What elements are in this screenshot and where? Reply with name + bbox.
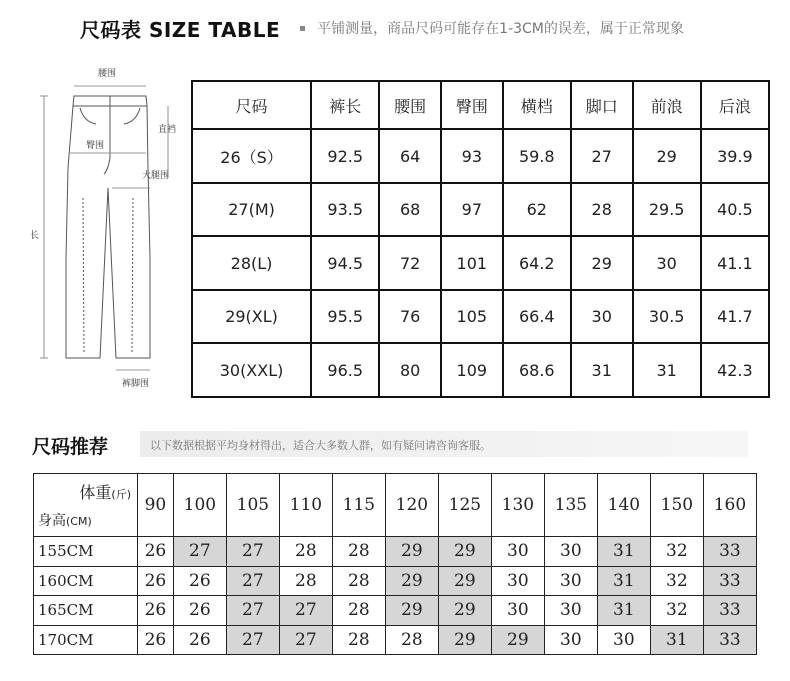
recommend-header-row xyxy=(34,474,757,537)
waist-label: 腰围 xyxy=(98,69,117,79)
weight-header-cell: 105 xyxy=(226,474,279,537)
size-value-cell: 68 xyxy=(379,183,441,237)
recommend-row xyxy=(34,625,757,655)
recommended-size-cell: 33 xyxy=(703,625,756,655)
size-value-cell: 97 xyxy=(441,183,503,237)
size-table xyxy=(191,80,770,398)
size-value-cell: 105 xyxy=(441,290,503,344)
page-title: 尺码表 SIZE TABLE xyxy=(80,17,281,42)
size-table-row xyxy=(192,290,769,344)
size-value-cell: 96.5 xyxy=(311,343,379,397)
recommended-size-cell: 33 xyxy=(703,596,756,626)
recommended-size-cell: 30 xyxy=(544,596,597,626)
size-table-row xyxy=(192,129,769,183)
size-table-header-cell: 横档 xyxy=(503,81,571,129)
recommend-row xyxy=(34,596,757,626)
recommended-size-cell: 29 xyxy=(385,596,438,626)
weight-unit: (斤) xyxy=(111,488,131,501)
size-value-cell: 64.2 xyxy=(503,236,571,290)
recommended-size-cell: 28 xyxy=(332,596,385,626)
recommend-table xyxy=(33,473,757,655)
size-table-header-cell: 裤长 xyxy=(311,81,379,129)
recommended-size-cell: 28 xyxy=(332,537,385,567)
size-value-cell: 41.1 xyxy=(701,236,769,290)
recommended-size-cell: 28 xyxy=(385,625,438,655)
size-value-cell: 72 xyxy=(379,236,441,290)
size-value-cell: 95.5 xyxy=(311,290,379,344)
size-value-cell: 42.3 xyxy=(701,343,769,397)
weight-header-cell: 150 xyxy=(650,474,703,537)
size-label-cell: 28(L) xyxy=(192,236,311,290)
weight-header-cell: 120 xyxy=(385,474,438,537)
weight-header-cell: 125 xyxy=(438,474,491,537)
recommended-size-cell: 30 xyxy=(491,537,544,567)
size-table-row xyxy=(192,343,769,397)
recommended-size-cell: 29 xyxy=(438,596,491,626)
size-table-header-cell: 后浪 xyxy=(701,81,769,129)
size-value-cell: 28 xyxy=(571,183,633,237)
length-label: 长 xyxy=(30,231,40,241)
size-value-cell: 31 xyxy=(633,343,701,397)
size-value-cell: 94.5 xyxy=(311,236,379,290)
recommended-size-cell: 29 xyxy=(438,566,491,596)
weight-header-cell: 90 xyxy=(138,474,174,537)
size-value-cell: 29 xyxy=(571,236,633,290)
size-value-cell: 64 xyxy=(379,129,441,183)
recommended-size-cell: 26 xyxy=(173,596,226,626)
recommended-size-cell: 31 xyxy=(597,596,650,626)
recommended-size-cell: 29 xyxy=(385,566,438,596)
size-value-cell: 101 xyxy=(441,236,503,290)
size-value-cell: 39.9 xyxy=(701,129,769,183)
hem-label: 裤脚围 xyxy=(122,379,150,389)
size-label-cell: 30(XXL) xyxy=(192,343,311,397)
size-value-cell: 27 xyxy=(571,129,633,183)
thigh-label: 大腿围 xyxy=(142,171,170,181)
weight-header xyxy=(79,480,131,503)
recommended-size-cell: 26 xyxy=(173,566,226,596)
recommended-size-cell: 29 xyxy=(438,537,491,567)
size-value-cell: 68.6 xyxy=(503,343,571,397)
recommend-note: 以下数据根据平均身材得出，适合大多数人群，如有疑问请咨询客服。 xyxy=(150,439,491,452)
size-value-cell: 66.4 xyxy=(503,290,571,344)
height-row-label: 170CM xyxy=(34,625,138,655)
weight-header-cell: 160 xyxy=(703,474,756,537)
pants-diagram xyxy=(28,58,188,398)
size-table-header-cell: 前浪 xyxy=(633,81,701,129)
weight-header-cell: 100 xyxy=(173,474,226,537)
height-unit: (CM) xyxy=(66,515,92,528)
size-table-row xyxy=(192,183,769,237)
size-value-cell: 29 xyxy=(633,129,701,183)
size-table-header-row xyxy=(192,81,769,129)
recommended-size-cell: 30 xyxy=(544,537,597,567)
recommended-size-cell: 32 xyxy=(650,537,703,567)
rise-label: 直裆 xyxy=(158,125,177,135)
weight-height-corner-cell xyxy=(34,474,138,537)
size-table-row xyxy=(192,236,769,290)
recommended-size-cell: 27 xyxy=(279,596,332,626)
recommended-size-cell: 28 xyxy=(279,537,332,567)
recommended-size-cell: 33 xyxy=(703,566,756,596)
recommended-size-cell: 31 xyxy=(597,537,650,567)
pants-illustration xyxy=(28,58,188,398)
recommended-size-cell: 30 xyxy=(544,566,597,596)
size-value-cell: 80 xyxy=(379,343,441,397)
recommend-row xyxy=(34,537,757,567)
size-table-header-cell: 尺码 xyxy=(192,81,311,129)
recommended-size-cell: 29 xyxy=(438,625,491,655)
recommend-title: 尺码推荐 xyxy=(32,436,109,458)
recommended-size-cell: 28 xyxy=(332,566,385,596)
hip-label: 臀围 xyxy=(86,141,105,151)
size-value-cell: 30 xyxy=(633,236,701,290)
recommended-size-cell: 31 xyxy=(650,625,703,655)
recommended-size-cell: 28 xyxy=(279,566,332,596)
size-value-cell: 30 xyxy=(571,290,633,344)
recommended-size-cell: 30 xyxy=(597,625,650,655)
recommended-size-cell: 32 xyxy=(650,566,703,596)
recommended-size-cell: 29 xyxy=(385,537,438,567)
size-table-header-cell: 脚口 xyxy=(571,81,633,129)
height-header xyxy=(38,510,92,530)
height-row-label: 165CM xyxy=(34,596,138,626)
size-value-cell: 30.5 xyxy=(633,290,701,344)
recommended-size-cell: 27 xyxy=(226,625,279,655)
weight-header-cell: 130 xyxy=(491,474,544,537)
recommended-size-cell: 26 xyxy=(138,566,174,596)
recommended-size-cell: 27 xyxy=(279,625,332,655)
recommended-size-cell: 30 xyxy=(491,566,544,596)
recommended-size-cell: 30 xyxy=(544,625,597,655)
recommended-size-cell: 28 xyxy=(332,625,385,655)
recommend-row xyxy=(34,566,757,596)
size-value-cell: 40.5 xyxy=(701,183,769,237)
height-label: 身高 xyxy=(38,513,66,529)
weight-label: 体重 xyxy=(79,483,112,502)
recommended-size-cell: 27 xyxy=(226,537,279,567)
size-value-cell: 93.5 xyxy=(311,183,379,237)
recommended-size-cell: 31 xyxy=(597,566,650,596)
bullet-icon xyxy=(300,26,305,31)
recommended-size-cell: 27 xyxy=(226,596,279,626)
size-value-cell: 29.5 xyxy=(633,183,701,237)
size-value-cell: 93 xyxy=(441,129,503,183)
weight-header-cell: 135 xyxy=(544,474,597,537)
recommended-size-cell: 26 xyxy=(173,625,226,655)
size-label-cell: 26（S） xyxy=(192,129,311,183)
size-table-header-cell: 腰围 xyxy=(379,81,441,129)
recommended-size-cell: 30 xyxy=(491,596,544,626)
recommended-size-cell: 29 xyxy=(491,625,544,655)
size-value-cell: 109 xyxy=(441,343,503,397)
size-label-cell: 29(XL) xyxy=(192,290,311,344)
size-label-cell: 27(M) xyxy=(192,183,311,237)
size-value-cell: 41.7 xyxy=(701,290,769,344)
weight-header-cell: 115 xyxy=(332,474,385,537)
size-value-cell: 59.8 xyxy=(503,129,571,183)
height-row-label: 160CM xyxy=(34,566,138,596)
recommended-size-cell: 26 xyxy=(138,537,174,567)
recommended-size-cell: 33 xyxy=(703,537,756,567)
size-value-cell: 76 xyxy=(379,290,441,344)
recommended-size-cell: 27 xyxy=(173,537,226,567)
size-value-cell: 62 xyxy=(503,183,571,237)
size-value-cell: 31 xyxy=(571,343,633,397)
recommended-size-cell: 26 xyxy=(138,625,174,655)
size-table-header-cell: 臀围 xyxy=(441,81,503,129)
size-value-cell: 92.5 xyxy=(311,129,379,183)
recommended-size-cell: 27 xyxy=(226,566,279,596)
page-subtitle: 平铺测量，商品尺码可能存在1-3CM的误差，属于正常现象 xyxy=(317,21,684,37)
weight-header-cell: 110 xyxy=(279,474,332,537)
page-header xyxy=(80,12,684,44)
recommended-size-cell: 32 xyxy=(650,596,703,626)
weight-header-cell: 140 xyxy=(597,474,650,537)
recommended-size-cell: 26 xyxy=(138,596,174,626)
height-row-label: 155CM xyxy=(34,537,138,567)
